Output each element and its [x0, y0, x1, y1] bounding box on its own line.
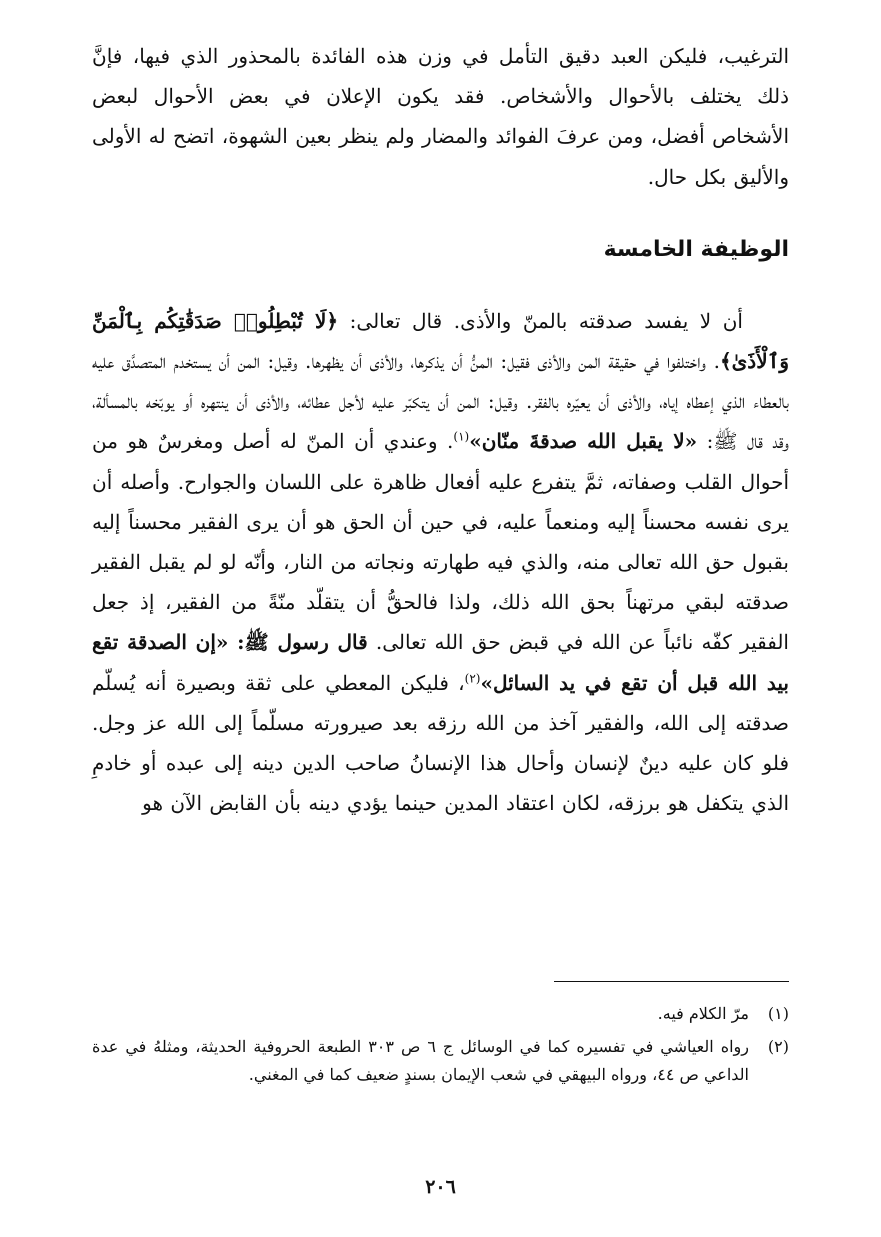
- footnote-ref-2[interactable]: (٢): [464, 670, 481, 685]
- footnote-ref-1[interactable]: (١): [453, 429, 470, 444]
- footnote-item: [92, 1033, 789, 1089]
- footnote-number: (٢): [767, 1037, 789, 1056]
- footnote-text: مرّ الكلام فيه.: [657, 1004, 749, 1023]
- footnote-text: رواه العياشي في تفسيره كما في الوسائل ج ٦ ص ٣٠٣ الطبعة الحروفية الحديثة، ومثلهُ في عدة الداعي ص ٤٤، ورواه البيهقي في شعب الإيمان بسندٍ ضعيف كما في المغني.: [92, 1037, 749, 1084]
- page-content: [92, 36, 789, 823]
- hadith-quote-2: «إن الصدقة تقع بيد الله قبل أن تقع في يد السائل»: [92, 630, 789, 695]
- main-text-part-2: . واختلفوا في حقيقة المن والأذى فقيل: المنُّ أن يذكرها، والأذى أن يظهرها. وقيل: المن أن يستخدم المتصدَّق عليه بالعطاء الذي إعطاه إياه، والأذى أن يعيّره بالفقر. وقيل: المن أن يتكبّر عليه لأجل عطائه، والأذى أن ينتهره أو يوبّخه بالمسألة، وقد قال ﷺ:: [92, 349, 789, 454]
- footnote-separator: [554, 981, 789, 982]
- page-number: ٢٠٦: [425, 1176, 456, 1198]
- hadith-quote-1: «لا يقبل الله صدقةَ منّان»: [469, 429, 698, 454]
- footnote-number: (١): [767, 1004, 789, 1023]
- main-paragraph: [92, 301, 789, 824]
- main-text-part-1: أن لا يفسد صدقته بالمنّ والأذى. قال تعالى:: [338, 308, 743, 333]
- quran-verse: ﴿لَا تُبْطِلُوا۟ صَدَقَٰتِكُم بِٱلْمَنِّ وَٱلْأَذَىٰ﴾: [92, 308, 789, 374]
- main-text-part-3: . وعندي أن المنّ له أصل ومغرسٌ هو من أحوال القلب وصفاته، ثمَّ يتفرع عليه أفعال ظاهرة على اللسان والجوارح. وأصله أن يرى نفسه محسناً إليه ومنعماً عليه، في حين أن الحق هو أن يرى الفقير محسناً إليه بقبول حق الله تعالى منه، والذي فيه طهارته ونجاته من النار، وأنّه لو لم يقبل الفقير صدقته لبقي مرتهناً بحق الله ذلك، ولذا فالحقُّ أن يتقلّد منّةً من الفقير، إذ جعل الفقير كفّه نائباً عن الله في قبض حق الله تعالى.: [92, 429, 789, 655]
- section-heading: الوظيفة الخامسة: [603, 236, 789, 262]
- main-text-part-4: ، فليكن المعطي على ثقة وبصيرة أنه يُسلّم صدقته إلى الله، والفقير آخذ من الله رزقه بعد صيرورته مسلّماً إلى الله عز وجل. فلو كان عليه دينٌ لإنسان وأحال هذا الإنسانُ صاحب الدين دينه إلى عبده أو خادمِ الذي يتكفل هو برزقه، لكان اعتقاد المدين حينما يؤدي دينه بأن القابض الآن هو: [92, 670, 789, 816]
- hadith-intro-2: قال رسول ﷺ:: [228, 630, 368, 655]
- intro-paragraph: الترغيب، فليكن العبد دقيق التأمل في وزن هذه الفائدة بالمحذور الذي فيها، فإنَّ ذلك يختلف بالأحوال والأشخاص. فقد يكون الإعلان في بعض الأحوال لبعض الأشخاص أفضل، ومن عرفَ الفوائد والمضار ولم ينظر بعين الشهوة، اتضح له الأولى والأليق بكل حال.: [92, 44, 789, 189]
- footnotes: [92, 1000, 789, 1094]
- footnote-item: [92, 1000, 789, 1028]
